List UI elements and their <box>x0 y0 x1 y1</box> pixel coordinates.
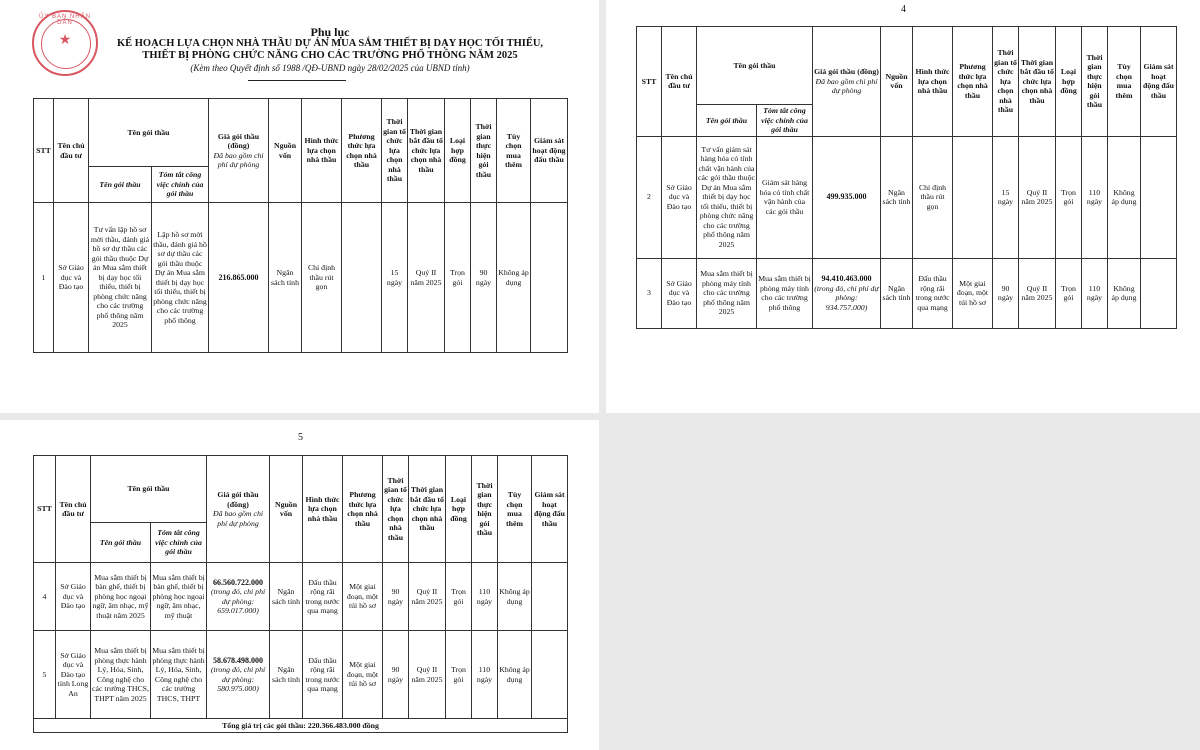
table-cell: Trọn gói <box>1056 136 1082 258</box>
table-cell: Tên gói thầu <box>91 523 151 563</box>
table-cell: Không áp dụng <box>497 203 531 353</box>
table-cell: Hình thức lựa chọn nhà thầu <box>303 456 343 563</box>
table-cell: Tư vấn giám sát hàng hóa có tính chất vận hành của các gói thầu thuộc Dự án Mua sắm thiết bị dạy học tối thiểu, thiết bị phòng chức năng cho các trường phổ thông năm 2025 <box>697 136 757 258</box>
table-cell: 5 <box>34 631 56 719</box>
table-cell: Hình thức lựa chọn nhà thầu <box>913 27 953 137</box>
table-header-row <box>34 456 568 523</box>
table-cell: 4 <box>34 563 56 631</box>
plan-title-line-2: THIẾT BỊ PHÒNG CHỨC NĂNG CHO CÁC TRƯỜNG PHỔ THÔNG NĂM 2025 <box>142 50 518 61</box>
table-cell: Ngân sách tỉnh <box>881 258 913 328</box>
col-method: Phương thức lựa chọn nhà thầu <box>342 99 382 203</box>
table-cell: Giá gói thầu (đồng) Đã bao gồm chi phí dự phòng <box>813 27 881 137</box>
col-package-group: Tên gói thầu <box>89 99 209 167</box>
col-monitor: Giám sát hoạt động đấu thầu <box>531 99 568 203</box>
table-cell: Sở Giáo dục và Đào tạo <box>56 563 91 631</box>
table-cell: Thời gian thực hiện gói thầu <box>1082 27 1108 137</box>
table-cell: Trọn gói <box>446 563 472 631</box>
table-cell: Tên gói thầu <box>697 27 813 105</box>
page-number: 5 <box>298 432 303 443</box>
col-start: Thời gian bắt đầu tổ chức lựa chọn nhà thầu <box>408 99 445 203</box>
col-source: Nguồn vốn <box>269 99 302 203</box>
table-cell: Không áp dụng <box>1108 258 1141 328</box>
document-header <box>80 26 580 74</box>
table-cell <box>342 203 382 353</box>
table-header-row <box>34 99 568 167</box>
table-cell: Loại hợp đồng <box>446 456 472 563</box>
table-cell: Tùy chọn mua thêm <box>498 456 532 563</box>
table-cell: Nguồn vốn <box>881 27 913 137</box>
table-row <box>637 136 1177 258</box>
table-cell: Lập hồ sơ mời thầu, đánh giá hồ sơ dự thầu các gói thầu thuộc Dự án Mua sắm thiết bị dạy học tối thiểu, thiết bị phòng chức năng cho các trường phổ thông <box>152 203 209 353</box>
table-cell: 216.865.000 <box>209 203 269 353</box>
col-package-name: Tên gói thầu <box>89 167 152 203</box>
table-cell: 66.560.722.000 (trong đó, chi phí dự phòng: 659.017.000) <box>207 563 270 631</box>
document-page-3 <box>0 420 599 750</box>
table-cell: 110 ngày <box>1082 258 1108 328</box>
table-cell: Không áp dụng <box>498 563 532 631</box>
table-cell: Loại hợp đồng <box>1056 27 1082 137</box>
appendix-title: Phụ lục <box>310 25 350 39</box>
table-cell: Mua sắm thiết bị bàn ghế, thiết bị phòng học ngoại ngữ, âm nhạc, mỹ thuật <box>151 563 207 631</box>
table-cell: Sở Giáo dục và Đào tạo <box>662 136 697 258</box>
table-header-row <box>637 27 1177 105</box>
table-cell: 110 ngày <box>1082 136 1108 258</box>
table-cell: 58.678.498.000 (trong đó, chi phí dự phòng: 580.975.000) <box>207 631 270 719</box>
page-number: 4 <box>901 4 906 15</box>
document-page-1 <box>0 0 599 413</box>
table-cell <box>1141 136 1177 258</box>
table-cell: Tóm tắt công việc chính của gói thầu <box>151 523 207 563</box>
official-seal-stamp: ỦY BAN NHÂN DÂN ★ <box>32 10 98 76</box>
table-cell: Ngân sách tỉnh <box>269 203 302 353</box>
table-cell: 3 <box>637 258 662 328</box>
table-cell: Mua sắm thiết bị bàn ghế, thiết bị phòng học ngoại ngữ, âm nhạc, mỹ thuật năm 2025 <box>91 563 151 631</box>
table-cell: Quý II năm 2025 <box>409 631 446 719</box>
table-cell: 94.410.463.000 (trong đó, chi phí dự phòng: 934.757.000) <box>813 258 881 328</box>
table-cell: Tùy chọn mua thêm <box>1108 27 1141 137</box>
table-cell: Trọn gói <box>446 631 472 719</box>
table-cell: Quý II năm 2025 <box>409 563 446 631</box>
table-cell: Một giai đoạn, một túi hồ sơ <box>343 631 383 719</box>
table-cell: Thời gian thực hiện gói thầu <box>472 456 498 563</box>
table-row <box>34 631 568 719</box>
table-cell: 90 ngày <box>383 631 409 719</box>
table-cell: Mua sắm thiết bị phòng thực hành Lý, Hóa, Sinh, Công nghệ cho các trường THCS, THPT năm 2025 <box>91 631 151 719</box>
document-page-2 <box>606 0 1200 413</box>
table-cell: Chỉ định thầu rút gọn <box>302 203 342 353</box>
table-cell: Ngân sách tỉnh <box>270 563 303 631</box>
plan-title-line-1: KẾ HOẠCH LỰA CHỌN NHÀ THẦU DỰ ÁN MUA SẮM THIẾT BỊ DẠY HỌC TỐI THIỂU, <box>116 38 544 49</box>
table-cell: Quý II năm 2025 <box>1019 258 1056 328</box>
total-value: Tổng giá trị các gói thầu: 220.366.483.000 đồng <box>34 719 568 733</box>
table-cell: Tên gói thầu <box>91 456 207 523</box>
table-cell: Tên gói thầu <box>697 105 757 137</box>
table-cell: 15 ngày <box>382 203 408 353</box>
table-cell <box>532 631 568 719</box>
table-cell: Tên chủ đầu tư <box>56 456 91 563</box>
table-cell: 1 <box>34 203 54 353</box>
table-cell <box>953 136 993 258</box>
table-cell: Nguồn vốn <box>270 456 303 563</box>
table-cell: Một giai đoạn, một túi hồ sơ <box>343 563 383 631</box>
table-cell: Ngân sách tỉnh <box>270 631 303 719</box>
total-row <box>34 719 568 733</box>
table-cell: Ngân sách tỉnh <box>881 136 913 258</box>
table-cell: STT <box>34 456 56 563</box>
table-cell: Thời gian tổ chức lựa chọn nhà thầu <box>383 456 409 563</box>
table-cell: Tóm tắt công việc chính của gói thầu <box>757 105 813 137</box>
table-cell: Phương thức lựa chọn nhà thầu <box>343 456 383 563</box>
col-summary: Tóm tắt công việc chính của gói thầu <box>152 167 209 203</box>
table-cell: Mua sắm thiết bị phòng máy tính cho các trường phổ thông năm 2025 <box>697 258 757 328</box>
col-price: Giá gói thầu (đồng) Đã bao gồm chi phí dự phòng <box>209 99 269 203</box>
table-cell: 499.935.000 <box>813 136 881 258</box>
table-cell <box>1141 258 1177 328</box>
table-cell: Đấu thầu rộng rãi trong nước qua mạng <box>303 631 343 719</box>
table-cell: 90 ngày <box>993 258 1019 328</box>
table-cell: Giá gói thầu (đồng) Đã bao gồm chi phí dự phòng <box>207 456 270 563</box>
table-cell: Giám sát hàng hóa có tính chất vận hành của các gói thầu <box>757 136 813 258</box>
table-cell <box>531 203 568 353</box>
bid-package-table-page-2 <box>636 26 1177 329</box>
table-cell: 90 ngày <box>383 563 409 631</box>
table-cell: Sở Giáo dục và Đào tạo <box>54 203 89 353</box>
table-cell: Thời gian bắt đầu tổ chức lựa chọn nhà thầu <box>409 456 446 563</box>
table-cell: Mua sắm thiết bị phòng máy tính cho các trường phổ thông <box>757 258 813 328</box>
table-cell: Tư vấn lập hồ sơ mời thầu, đánh giá hồ sơ dự thầu các gói thầu thuộc Dự án Mua sắm thiết bị dạy học tối thiểu, thiết bị phòng chức năng cho các trường phổ thông năm 2025 <box>89 203 152 353</box>
table-cell: Không áp dụng <box>1108 136 1141 258</box>
table-cell: Giám sát hoạt động đấu thầu <box>532 456 568 563</box>
table-cell: Sở Giáo dục và Đào tạo <box>662 258 697 328</box>
table-cell: Quý II năm 2025 <box>408 203 445 353</box>
decision-reference: (Kèm theo Quyết định số 1988 /QĐ-UBND ngày 28/02/2025 của UBND tỉnh) <box>190 63 470 73</box>
table-cell: Đấu thầu rộng rãi trong nước qua mạng <box>913 258 953 328</box>
table-cell: Sở Giáo dục và Đào tạo tỉnh Long An <box>56 631 91 719</box>
table-cell: 90 ngày <box>471 203 497 353</box>
table-row <box>34 203 568 353</box>
table-cell: Chỉ định thầu rút gọn <box>913 136 953 258</box>
table-cell <box>532 563 568 631</box>
table-cell: Mua sắm thiết bị phòng thực hành Lý, Hóa, Sinh, Công nghệ cho các trường THCS, THPT <box>151 631 207 719</box>
header-divider <box>248 80 346 81</box>
table-cell: Một giai đoạn, một túi hồ sơ <box>953 258 993 328</box>
col-contract: Loại hợp đồng <box>445 99 471 203</box>
table-row <box>34 563 568 631</box>
bid-package-table-page-1 <box>33 98 568 353</box>
table-cell: Trọn gói <box>445 203 471 353</box>
table-cell: Giám sát hoạt động đấu thầu <box>1141 27 1177 137</box>
table-cell: Trọn gói <box>1056 258 1082 328</box>
table-cell: Phương thức lựa chọn nhà thầu <box>953 27 993 137</box>
col-stt: STT <box>34 99 54 203</box>
table-cell: 110 ngày <box>472 631 498 719</box>
table-cell: 110 ngày <box>472 563 498 631</box>
col-duration: Thời gian tổ chức lựa chọn nhà thầu <box>382 99 408 203</box>
table-cell: Đấu thầu rộng rãi trong nước qua mạng <box>303 563 343 631</box>
col-option: Tùy chọn mua thêm <box>497 99 531 203</box>
col-exec: Thời gian thực hiện gói thầu <box>471 99 497 203</box>
table-cell: Quý II năm 2025 <box>1019 136 1056 258</box>
table-cell: STT <box>637 27 662 137</box>
bid-package-table-page-3 <box>33 455 568 733</box>
table-cell: 15 ngày <box>993 136 1019 258</box>
table-row <box>637 258 1177 328</box>
table-cell: Không áp dụng <box>498 631 532 719</box>
col-form: Hình thức lựa chọn nhà thầu <box>302 99 342 203</box>
table-cell: Thời gian tổ chức lựa chọn nhà thầu <box>993 27 1019 137</box>
col-investor: Tên chủ đầu tư <box>54 99 89 203</box>
table-cell: 2 <box>637 136 662 258</box>
table-cell: Thời gian bắt đầu tổ chức lựa chọn nhà thầu <box>1019 27 1056 137</box>
table-cell: Tên chủ đầu tư <box>662 27 697 137</box>
